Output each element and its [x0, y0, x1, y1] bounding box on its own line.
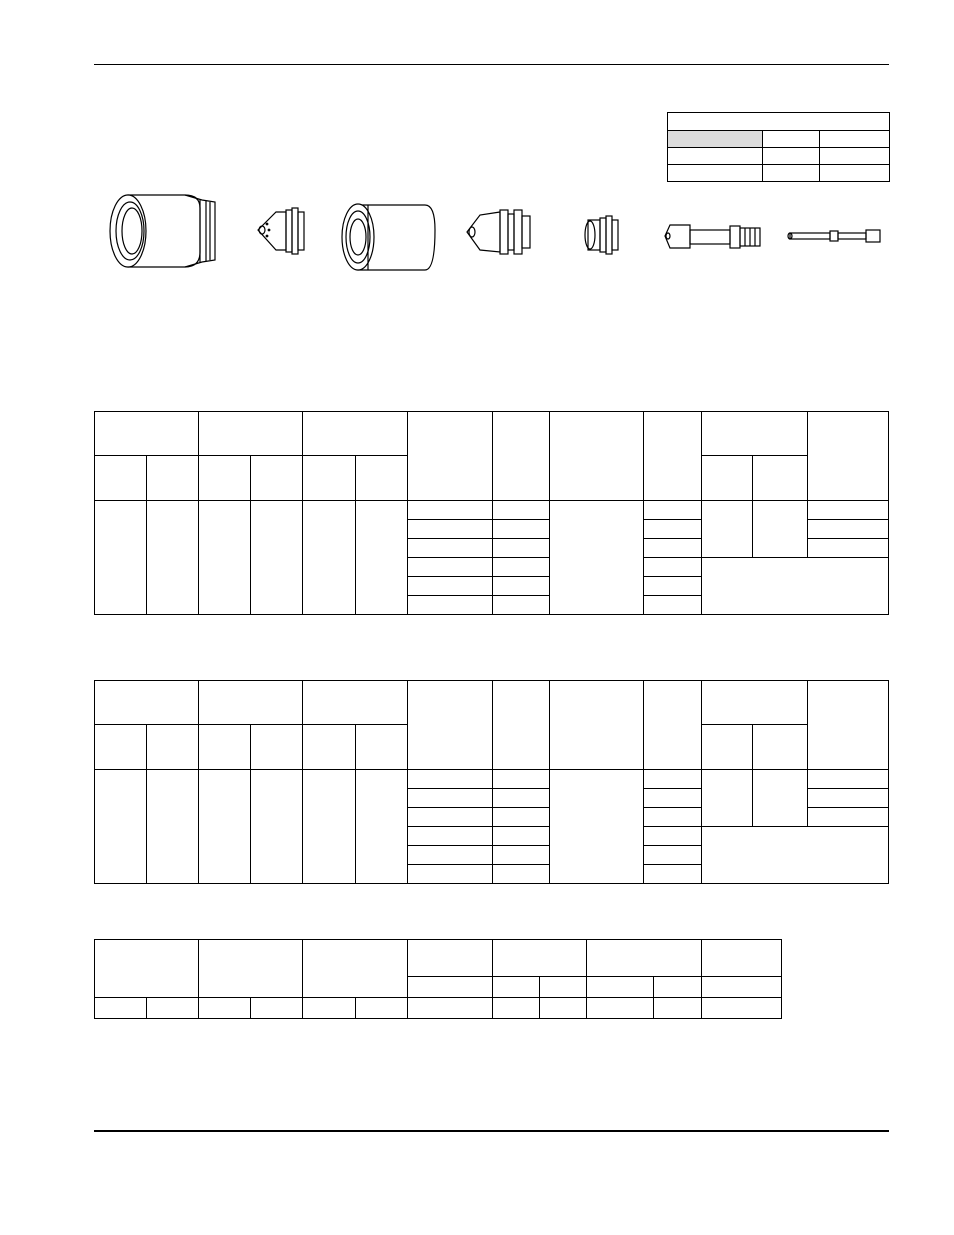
data-cell: [644, 577, 702, 596]
cut-chart-table-2: [94, 680, 889, 884]
header-cell: [493, 412, 550, 501]
subheader-cell: [303, 725, 356, 770]
legend-cell: [763, 165, 820, 182]
data-cell: [702, 558, 889, 615]
data-cell: [251, 501, 303, 615]
data-cell: [808, 501, 889, 520]
data-cell: [654, 998, 702, 1019]
data-cell: [303, 770, 356, 884]
data-cell: [644, 501, 702, 520]
legend-cell: [820, 131, 890, 148]
consumable-parts-illustration: [100, 190, 890, 280]
subheader-cell: [753, 456, 808, 501]
data-cell: [493, 846, 550, 865]
header-cell: [303, 940, 408, 998]
data-cell: [408, 808, 493, 827]
subheader-cell: [199, 456, 251, 501]
legend-cell: [820, 148, 890, 165]
data-cell: [408, 501, 493, 520]
data-cell: [644, 789, 702, 808]
subheader-cell: [702, 977, 782, 998]
data-cell: [493, 998, 540, 1019]
data-cell: [493, 520, 550, 539]
data-cell: [408, 520, 493, 539]
header-cell: [95, 412, 199, 456]
data-cell: [644, 827, 702, 846]
header-cell: [808, 412, 889, 501]
data-cell: [356, 770, 408, 884]
data-cell: [356, 998, 408, 1019]
data-cell: [493, 596, 550, 615]
data-cell: [251, 770, 303, 884]
data-cell: [808, 808, 889, 827]
header-cell: [199, 940, 303, 998]
data-cell: [540, 998, 587, 1019]
data-cell: [251, 998, 303, 1019]
cut-chart-table-3: [94, 939, 782, 1019]
header-cell: [199, 412, 303, 456]
data-cell: [587, 998, 654, 1019]
header-cell: [199, 681, 303, 725]
data-cell: [95, 770, 147, 884]
header-cell: [408, 412, 493, 501]
data-cell: [408, 865, 493, 884]
header-cell: [95, 681, 199, 725]
retaining-cap-icon: [110, 195, 215, 267]
legend-cell: [668, 148, 763, 165]
data-cell: [644, 539, 702, 558]
legend-cell: [763, 131, 820, 148]
data-cell: [95, 998, 147, 1019]
header-cell: [644, 681, 702, 770]
data-cell: [550, 501, 644, 615]
legend-cell: [668, 165, 763, 182]
header-cell: [493, 940, 587, 977]
subheader-cell: [654, 977, 702, 998]
data-cell: [95, 501, 147, 615]
legend-cell: [763, 148, 820, 165]
subheader-cell: [356, 456, 408, 501]
data-cell: [408, 558, 493, 577]
data-cell: [408, 770, 493, 789]
subheader-cell: [199, 725, 251, 770]
header-cell: [808, 681, 889, 770]
subheader-cell: [147, 456, 199, 501]
header-cell: [702, 940, 782, 977]
subheader-cell: [356, 725, 408, 770]
data-cell: [644, 596, 702, 615]
data-cell: [808, 520, 889, 539]
data-cell: [493, 808, 550, 827]
legend-table: [667, 112, 890, 182]
subheader-cell: [587, 977, 654, 998]
header-cell: [493, 681, 550, 770]
data-cell: [493, 770, 550, 789]
data-cell: [493, 577, 550, 596]
legend-title-cell: [668, 113, 890, 131]
subheader-cell: [251, 725, 303, 770]
header-cell: [702, 681, 808, 725]
data-cell: [493, 501, 550, 520]
data-cell: [644, 865, 702, 884]
subheader-cell: [702, 725, 753, 770]
data-cell: [408, 789, 493, 808]
data-cell: [702, 770, 753, 827]
nozzle-icon: [258, 208, 304, 254]
data-cell: [702, 501, 753, 558]
subheader-cell: [702, 456, 753, 501]
data-cell: [408, 998, 493, 1019]
data-cell: [644, 558, 702, 577]
subheader-cell: [303, 456, 356, 501]
data-cell: [493, 539, 550, 558]
data-cell: [199, 770, 251, 884]
data-cell: [408, 846, 493, 865]
subheader-cell: [493, 977, 540, 998]
data-cell: [644, 520, 702, 539]
header-cell: [408, 940, 493, 977]
data-cell: [303, 501, 356, 615]
data-cell: [753, 770, 808, 827]
header-cell: [550, 412, 644, 501]
data-cell: [147, 770, 199, 884]
legend-cell: [820, 165, 890, 182]
data-cell: [493, 827, 550, 846]
data-cell: [199, 998, 251, 1019]
data-cell: [408, 596, 493, 615]
data-cell: [408, 539, 493, 558]
data-cell: [753, 501, 808, 558]
data-cell: [493, 789, 550, 808]
data-cell: [147, 998, 199, 1019]
data-cell: [644, 808, 702, 827]
subheader-cell: [95, 456, 147, 501]
subheader-cell: [753, 725, 808, 770]
subheader-cell: [147, 725, 199, 770]
data-cell: [550, 770, 644, 884]
data-cell: [808, 789, 889, 808]
footer-rule: [94, 1130, 889, 1132]
header-rule: [94, 64, 889, 65]
data-cell: [493, 558, 550, 577]
data-cell: [808, 539, 889, 558]
shield-icon: [342, 204, 435, 270]
header-cell: [303, 681, 408, 725]
water-tube-icon: [788, 230, 880, 242]
subheader-cell: [540, 977, 587, 998]
header-cell: [95, 940, 199, 998]
data-cell: [408, 827, 493, 846]
data-cell: [199, 501, 251, 615]
header-cell: [702, 412, 808, 456]
data-cell: [147, 501, 199, 615]
swirl-ring-icon: [467, 210, 530, 254]
inner-ring-icon: [585, 216, 618, 254]
data-cell: [644, 770, 702, 789]
header-cell: [550, 681, 644, 770]
data-cell: [808, 770, 889, 789]
subheader-cell: [95, 725, 147, 770]
data-cell: [493, 865, 550, 884]
legend-header-cell: [668, 131, 763, 148]
data-cell: [702, 827, 889, 884]
data-cell: [303, 998, 356, 1019]
subheader-cell: [408, 977, 493, 998]
cut-chart-table-1: [94, 411, 889, 615]
header-cell: [587, 940, 702, 977]
data-cell: [408, 577, 493, 596]
data-cell: [356, 501, 408, 615]
data-cell: [702, 998, 782, 1019]
header-cell: [644, 412, 702, 501]
data-cell: [644, 846, 702, 865]
header-cell: [408, 681, 493, 770]
electrode-icon: [665, 225, 760, 248]
header-cell: [303, 412, 408, 456]
subheader-cell: [251, 456, 303, 501]
